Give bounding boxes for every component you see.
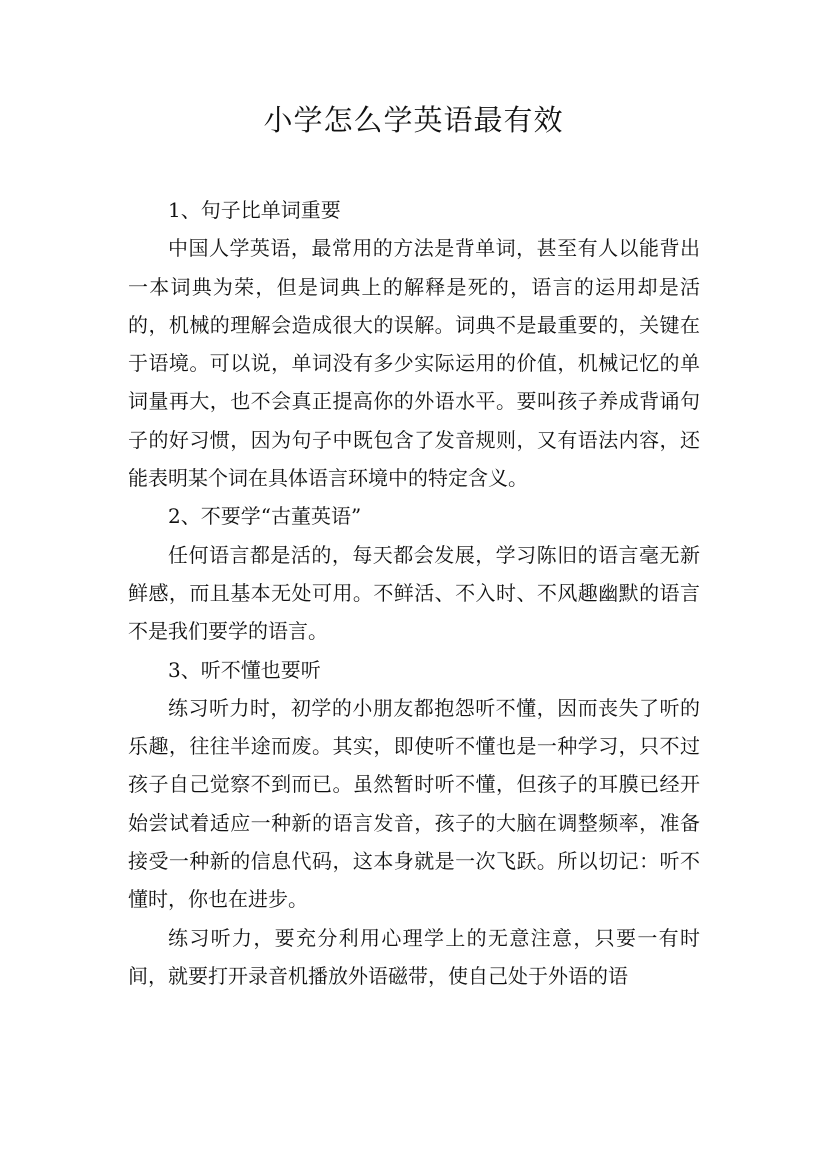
section-heading-1: 1、句子比单词重要	[168, 198, 341, 222]
section-heading-3: 3、听不懂也要听	[168, 657, 321, 682]
body-paragraph-4: 练习听力，要充分利用心理学上的无意注意，只要一有时间，就要打开录音机播放外语磁带，使自己处于外语的语	[128, 925, 700, 988]
document-title: 小学怎么学英语最有效	[263, 103, 564, 137]
document-body	[128, 191, 700, 995]
body-paragraph-3: 练习听力时，初学的小朋友都抱怨听不懂，因而丧失了听的乐趣，往往半途而废。其实，即使听不懂也是一种学习，只不过孩子自己觉察不到而已。虽然暂时听不懂，但孩子的耳膜已经开始尝试着适应一种新的语言发音，孩子的大脑在调整频率，准备接受一种新的信息代码，这本身就是一次飞跃。所以切记：听不懂时，你也在进步。	[128, 695, 700, 912]
body-paragraph-2: 任何语言都是活的，每天都会发展，学习陈旧的语言毫无新鲜感，而且基本无处可用。不鲜活、不入时、不风趣幽默的语言不是我们要学的语言。	[128, 542, 700, 644]
body-paragraph-1: 中国人学英语，最常用的方法是背单词，甚至有人以能背出一本词典为荣，但是词典上的解释是死的，语言的运用却是活的，机械的理解会造成很大的误解。词典不是最重要的，关键在于语境。可以说，单词没有多少实际运用的价值，机械记忆的单词量再大，也不会真正提高你的外语水平。要叫孩子养成背诵句子的好习惯，因为句子中既包含了发音规则，又有语法内容，还能表明某个词在具体语言环境中的特定含义。	[128, 236, 700, 491]
section-heading-2: 2、不要学“古董英语”	[168, 504, 362, 529]
